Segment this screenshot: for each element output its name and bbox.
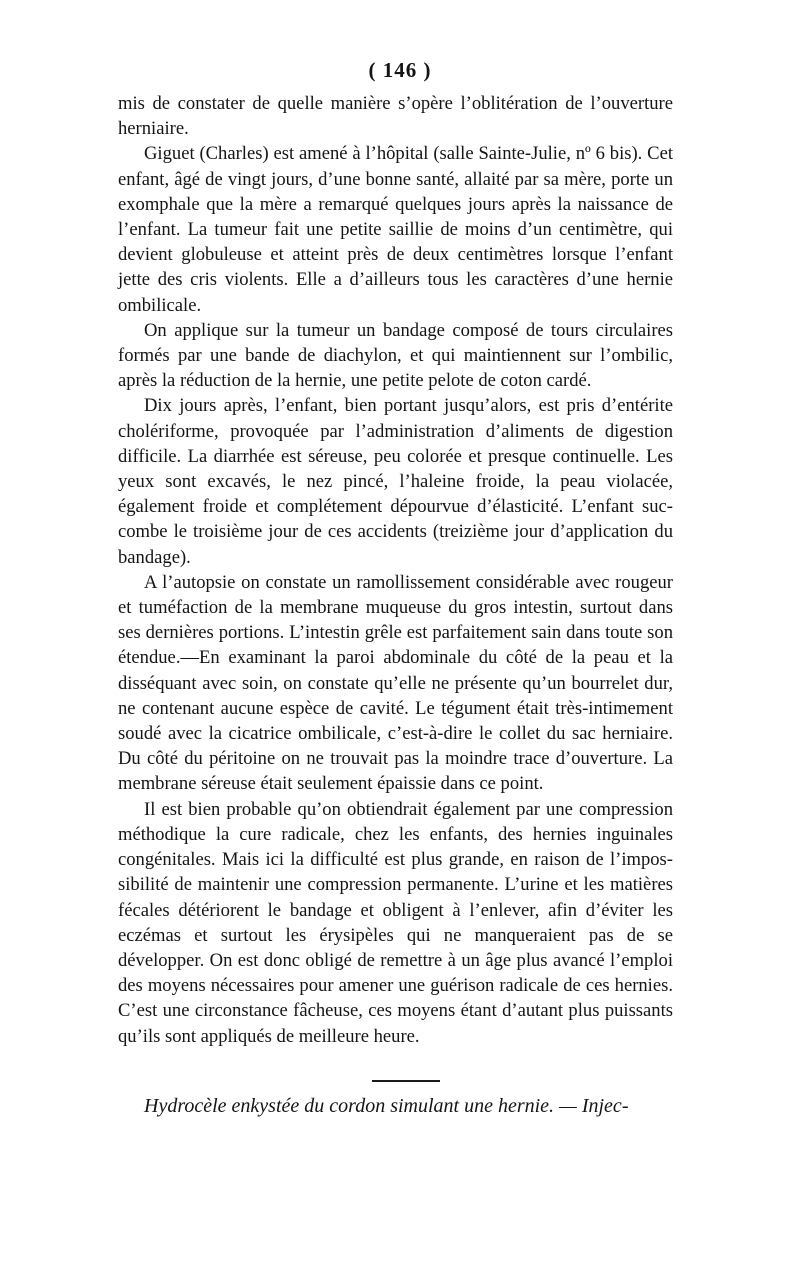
paragraph-bandage: On applique sur la tumeur un bandage composé de tours circulaires formés par une bande de diachylon, et qui maintiennent sur l’ombilic, après la réduction de la hernie, une petite pelote de coton cardé. [118, 319, 673, 392]
paragraph-case-giguet: Giguet (Charles) est amené à l’hôpital (salle Sainte-Julie, nº 6 bis). Cet enfant, âgé de vingt jours, d’une bonne santé, allaité par sa mère, porte un exomphale que la mère a remarqué quelques jours après la naissance de l’enfant. La tumeur fait une petite saillie de moins d’un centimètre, qui devient globuleuse et atteint près de deux centimètres lorsque l’enfant jette des cris violents. Elle a d’ailleurs tous les caractères d’une hernie ombilicale. [118, 143, 673, 316]
paragraph-autopsy: A l’autopsie on constate un ramollissement considérable avec rougeur et tuméfaction de la membrane muqueuse du gros intestin, surtout dans ses dernières portions. L’intestin grêle est parfaitement sain dans toute son étendue.—En examinant la paroi abdominale du côté de la peau et la disséquant avec soin, on constate qu’elle ne présente qu’un bourrelet dur, ne contenant aucune espèce de cavité. Le tégument était très-intimement soudé avec la cicatrice ombilicale, c’est-à-dire le collet du sac herniaire. Du côté du péritoine on ne trouvait pas la moindre trace d’ouverture. La membrane séreuse était seulement épaissie dans ce point. [118, 571, 673, 795]
paragraph-continuation: mis de constater de quelle manière s’opère l’oblitération de l’ouverture herniaire. [118, 93, 673, 140]
body-text [118, 91, 673, 1049]
page-number: ( 146 ) [368, 58, 432, 82]
section-heading: Hydrocèle enkystée du cordon simulant une hernie. — Injec- [144, 1095, 629, 1117]
paragraph-inguinal-hernias: Il est bien probable qu’on obtiendrait également par une compression méthodique la cure radicale, chez les enfants, des hernies inguinales congénitales. Mais ici la difficulté est plus grande, en raison de l’impossibilité de maintenir une compression permanente. L’urine et les matières fécales détériorent le bandage et obligent à l’enlever, afin d’éviter les eczémas et surtout les érysipèles qui ne manqueraient pas de se développer. On est donc obligé de remettre à un âge plus avancé l’emploi des moyens nécessaires pour amener une guérison radicale de ces hernies. C’est une circonstance fâcheuse, ces moyens étant d’autant plus puissants qu’ils sont appliqués de meilleure heure. [118, 798, 673, 1047]
section-divider [372, 1080, 440, 1082]
paragraph-enteritis: Dix jours après, l’enfant, bien portant jusqu’alors, est pris d’entérite cholériforme, provoquée par l’administration d’aliments de digestion difficile. La diarrhée est séreuse, peu colorée et presque continuelle. Les yeux sont excavés, le nez pincé, l’haleine froide, la peau violacée, également froide et complétement dépourvue d’élasticité. L’enfant succombe le troisième jour de ces accidents (treizième jour d’application du bandage). [118, 395, 673, 568]
